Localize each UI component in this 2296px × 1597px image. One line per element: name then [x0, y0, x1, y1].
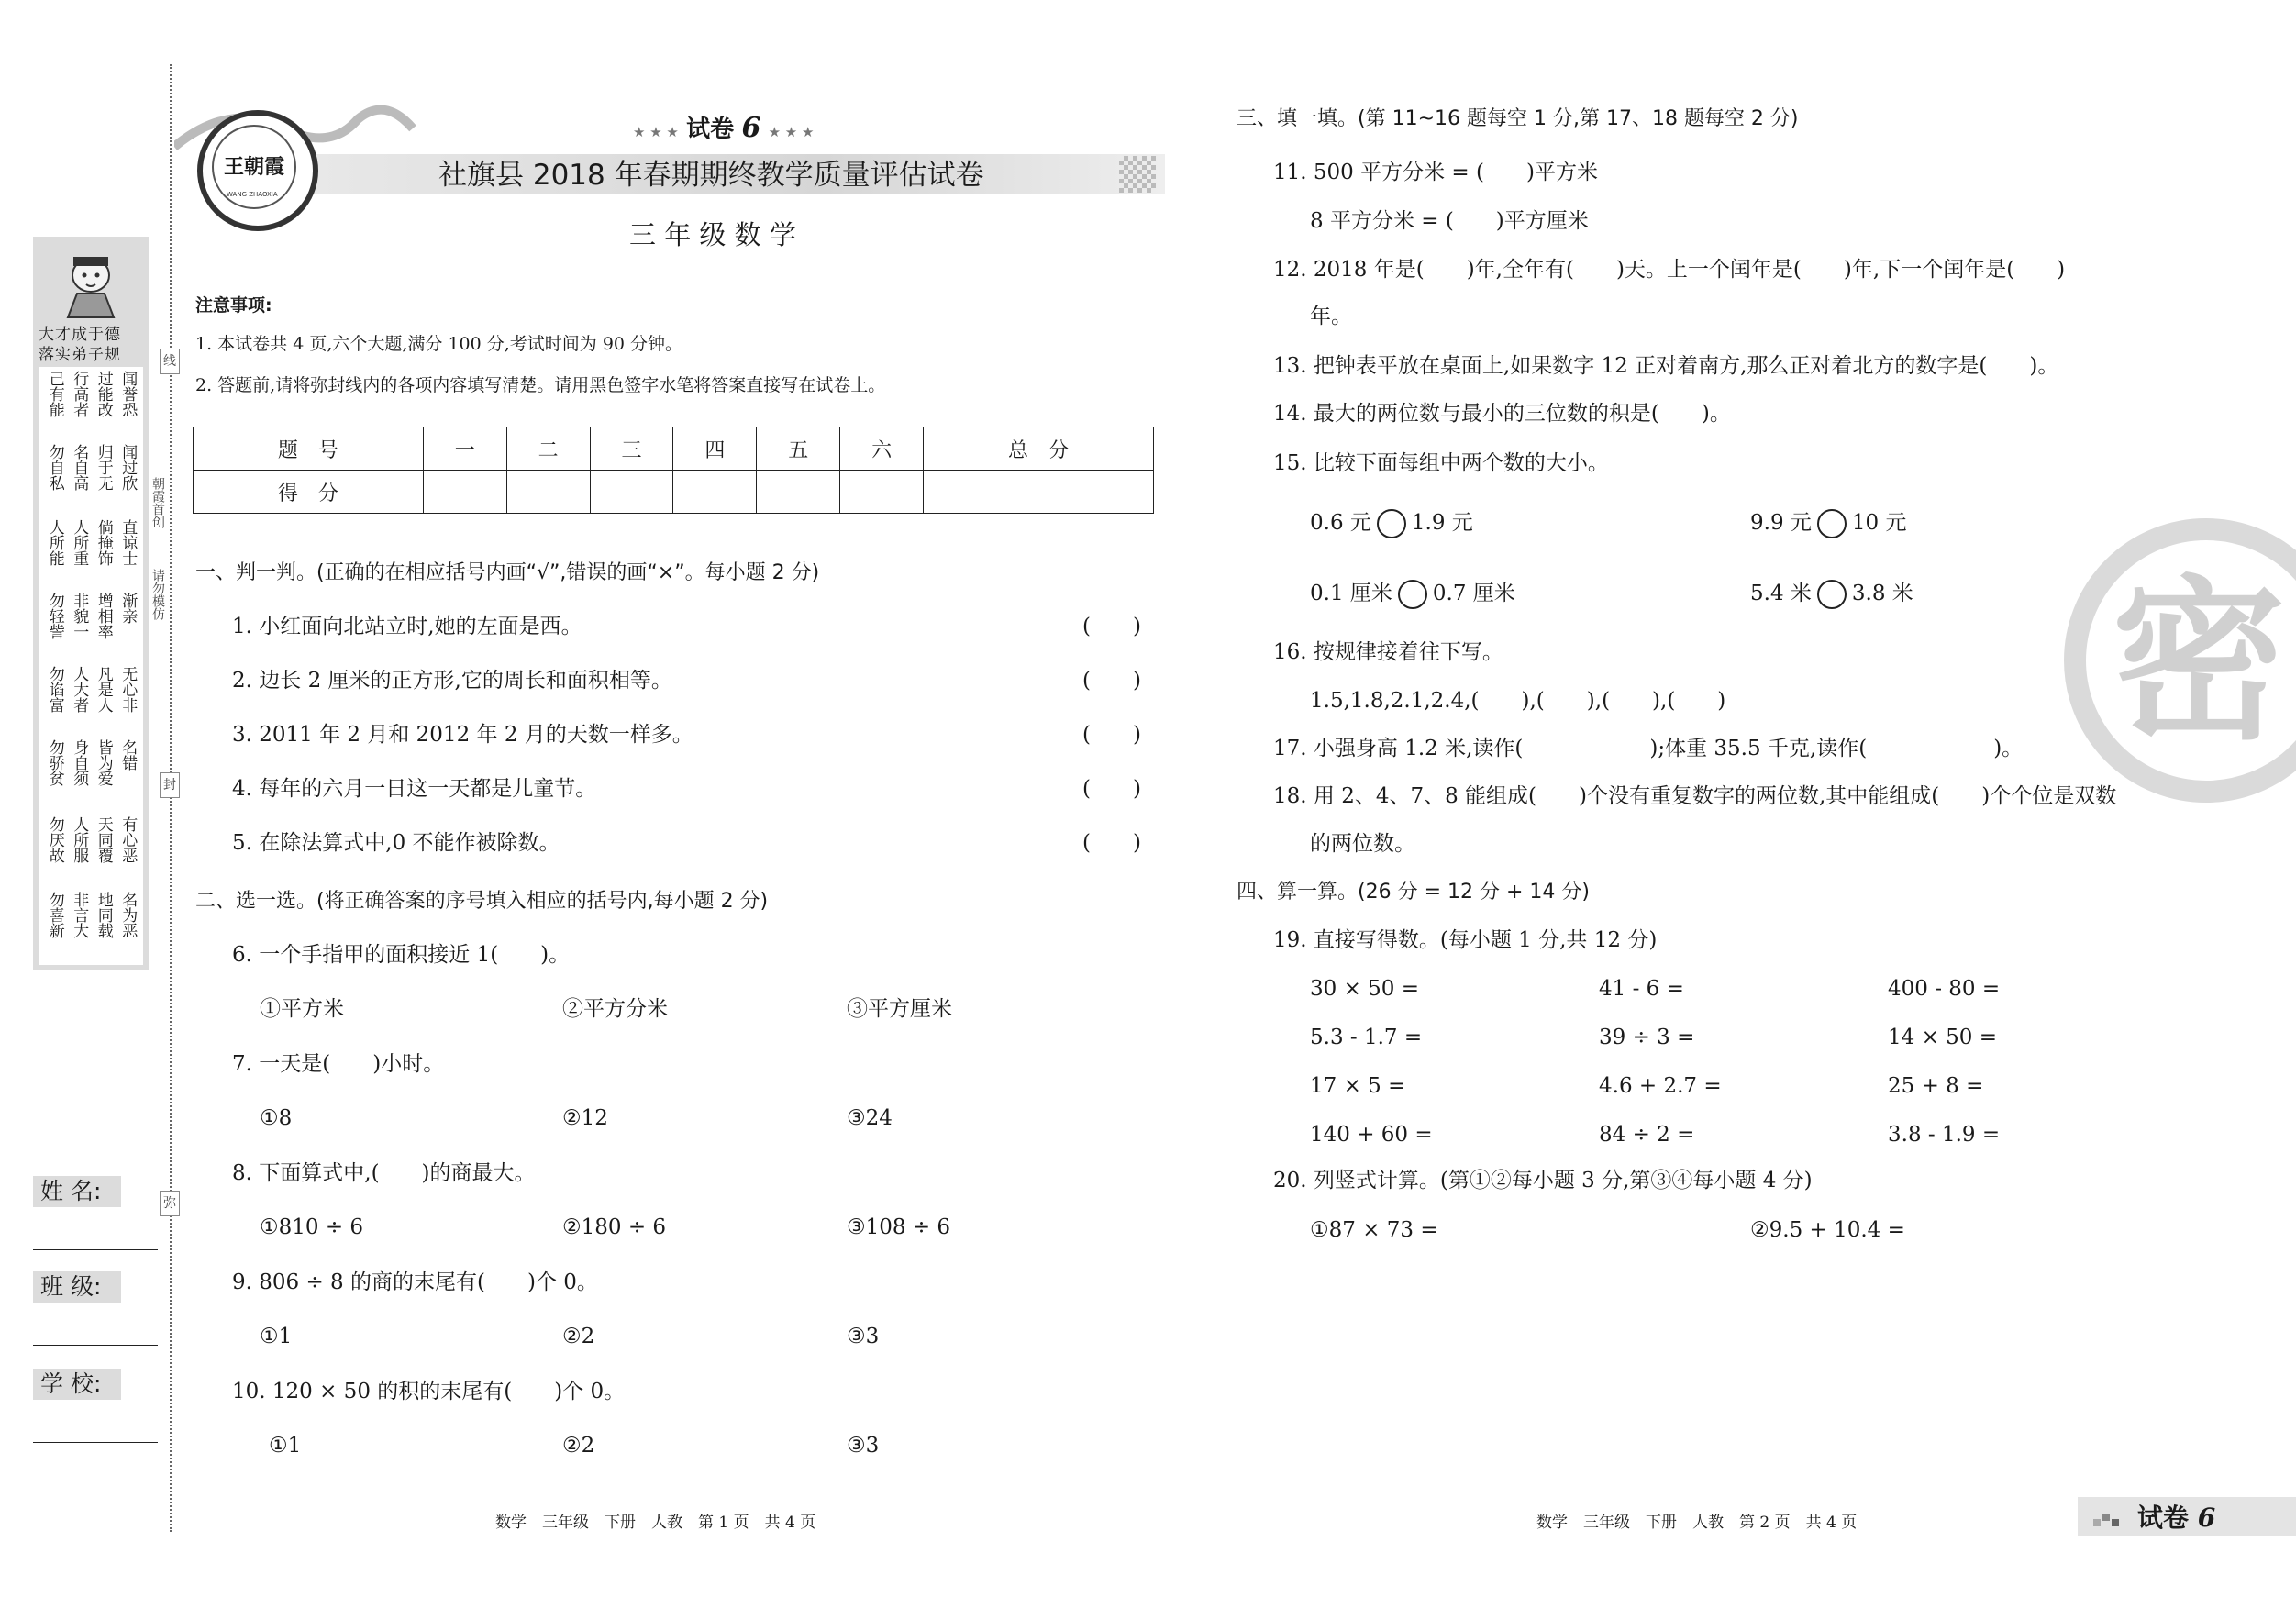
motto-column: 闻过欣: [118, 444, 138, 491]
name-field[interactable]: [33, 1249, 158, 1250]
motto-column: 勿骄贫: [45, 739, 64, 786]
class-label: 班 级:: [33, 1271, 121, 1303]
choice-option[interactable]: ②12: [562, 1106, 608, 1130]
motto-column: 非貌一: [70, 593, 89, 639]
motto-group: [42, 444, 139, 508]
motto-column: 人所服: [70, 816, 89, 863]
paper-label: 试卷: [686, 116, 735, 143]
oral-calc: 84 ÷ 2 =: [1599, 1123, 1695, 1147]
motto-bottom: 落实弟子规: [39, 346, 121, 364]
motto-group: [42, 371, 139, 435]
motto-group: [42, 593, 139, 657]
notes-item-1: 1. 本试卷共 4 页,六个大题,满分 100 分,考试时间为 90 分钟。: [195, 334, 683, 354]
score-cell[interactable]: [423, 471, 506, 514]
score-cell[interactable]: [673, 471, 757, 514]
motto-column: 勿自私: [45, 444, 64, 491]
motto-column: 人所重: [70, 519, 89, 566]
choice-option[interactable]: ②2: [562, 1325, 595, 1348]
motto-column: 人大者: [70, 666, 89, 713]
compare-a: 9.9 元: [1750, 511, 1812, 535]
name-label: 姓 名:: [33, 1176, 121, 1207]
s3-line: 11. 500 平方分米 = ( )平方米: [1273, 161, 1598, 184]
binding-seal-char: 封: [160, 772, 180, 798]
q20-text: 20. 列竖式计算。(第①②每小题 3 分,第③④每小题 4 分): [1273, 1169, 1813, 1192]
motto-column: 名错: [118, 739, 138, 771]
s3-line: 14. 最大的两位数与最小的三位数的积是( )。: [1273, 402, 1731, 426]
score-table-score-row: [194, 471, 1154, 514]
notes-heading: 注意事项:: [195, 295, 272, 316]
motto-column: 无心非: [118, 666, 138, 713]
choice-option[interactable]: ③24: [847, 1106, 893, 1130]
compare-b: 0.7 厘米: [1432, 582, 1515, 605]
section1-title: 一、判一判。(正确的在相应括号内画“√”,错误的画“×”。每小题 2 分): [195, 561, 820, 584]
judge-item: 2. 边长 2 厘米的正方形,它的周长和面积相等。: [232, 669, 672, 693]
judge-item: 3. 2011 年 2 月和 2012 年 2 月的天数一样多。: [232, 723, 693, 747]
judge-item: 5. 在除法算式中,0 不能作被除数。: [232, 831, 560, 855]
score-cell[interactable]: [840, 471, 924, 514]
compare-a: 5.4 米: [1750, 582, 1812, 605]
binding-note-1: 朝霞首创: [150, 477, 165, 528]
oral-calc: 4.6 + 2.7 =: [1599, 1074, 1722, 1098]
compare-item: [1310, 509, 1473, 538]
s3-line: 年。: [1310, 305, 1352, 328]
compare-b: 10 元: [1851, 511, 1907, 535]
choice-option[interactable]: ①810 ÷ 6: [260, 1215, 364, 1239]
brand-logo: [197, 110, 318, 231]
motto-column: 皆为爱: [94, 739, 113, 786]
score-cell[interactable]: [757, 471, 840, 514]
answer-paren[interactable]: ( ): [1082, 777, 1141, 801]
motto-column: 行高者: [70, 371, 89, 417]
answer-paren[interactable]: ( ): [1082, 831, 1141, 855]
motto-column: 有心恶: [118, 816, 138, 863]
motto-column: 增相率: [94, 593, 113, 639]
s3-line: 的两位数。: [1310, 832, 1415, 856]
compare-circle[interactable]: [1817, 509, 1847, 538]
motto-column: 身自须: [70, 739, 89, 786]
motto-column: 勿轻訾: [45, 593, 64, 639]
stars-right: ★ ★ ★: [768, 124, 815, 140]
motto-group: [42, 519, 139, 583]
s3-line: 1.5,1.8,2.1,2.4,( ),( ),( ),( ): [1310, 689, 1726, 713]
compare-b: 3.8 米: [1851, 582, 1913, 605]
motto-column: 渐亲: [118, 593, 138, 624]
choice-question: 6. 一个手指甲的面积接近 1( )。: [232, 943, 571, 967]
choice-option[interactable]: ②180 ÷ 6: [562, 1215, 667, 1239]
oral-calc: 30 × 50 =: [1310, 977, 1420, 1001]
motto-column: 名自高: [70, 444, 89, 491]
motto-group: [42, 666, 139, 730]
s3-line: 17. 小强身高 1.2 米,读作( );体重 35.5 千克,读作( )。: [1273, 737, 2024, 760]
score-header-cell: 总 分: [924, 427, 1154, 471]
mascot-image: [51, 246, 130, 319]
motto-column: 过能改: [94, 371, 113, 417]
tag-label: 试卷: [2137, 1503, 2190, 1533]
choice-question: 9. 806 ÷ 8 的商的末尾有( )个 0。: [232, 1270, 598, 1294]
choice-question: 7. 一天是( )小时。: [232, 1052, 445, 1076]
class-field[interactable]: [33, 1345, 158, 1346]
answer-paren[interactable]: ( ): [1082, 615, 1141, 638]
oral-calc: 14 × 50 =: [1888, 1026, 1998, 1049]
choice-option[interactable]: ③3: [847, 1434, 880, 1458]
compare-item: [1750, 509, 1906, 538]
tag-text: [2137, 1503, 2215, 1534]
motto-column: 己有能: [45, 371, 64, 417]
s3-line: 8 平方分米 = ( )平方厘米: [1310, 209, 1589, 233]
school-label: 学 校:: [33, 1369, 121, 1400]
binding-mi-char: 弥: [160, 1191, 180, 1216]
choice-option[interactable]: ①1: [269, 1434, 302, 1458]
score-header-cell: 六: [840, 427, 924, 471]
score-cell[interactable]: [506, 471, 590, 514]
notes-item-2: 2. 答题前,请将弥封线内的各项内容填写清楚。请用黑色签字水笔将答案直接写在试卷上。: [195, 375, 886, 395]
watermark-seal: [2064, 518, 2296, 803]
judge-item: 4. 每年的六月一日这一天都是儿童节。: [232, 777, 597, 801]
answer-paren[interactable]: ( ): [1082, 723, 1141, 747]
binding-line-char: 线: [160, 349, 180, 374]
choice-option[interactable]: ③平方厘米: [847, 997, 952, 1021]
compare-circle[interactable]: [1398, 580, 1427, 609]
score-header-cell: 四: [673, 427, 757, 471]
section4-title: 四、算一算。(26 分 = 12 分 + 14 分): [1237, 881, 1590, 904]
compare-a: 0.6 元: [1310, 511, 1371, 535]
banner-pattern: [1119, 156, 1156, 193]
s3-line: 13. 把钟表平放在桌面上,如果数字 12 正对着南方,那么正对着北方的数字是( )。: [1273, 354, 2059, 378]
motto-column: 天同覆: [94, 816, 113, 863]
s3-line: 12. 2018 年是( )年,全年有( )天。上一个闰年是( )年,下一个闰年是( ): [1273, 258, 2066, 282]
score-header-cell: 二: [506, 427, 590, 471]
s3-line: 16. 按规律接着往下写。: [1273, 640, 1503, 664]
oral-calc: 39 ÷ 3 =: [1599, 1026, 1695, 1049]
score-header-cell: 三: [590, 427, 673, 471]
compare-circle[interactable]: [1377, 509, 1406, 538]
motto-column: 归于无: [94, 444, 113, 491]
oral-calc: 400 - 80 =: [1888, 977, 2001, 1001]
motto-column: 勿喜新: [45, 892, 64, 938]
score-header-cell: 一: [423, 427, 506, 471]
oral-calc: 140 + 60 =: [1310, 1123, 1433, 1147]
tag-squares: [2093, 1510, 2130, 1528]
motto-group: [42, 892, 139, 956]
choice-option[interactable]: ①平方米: [260, 997, 344, 1021]
motto-top: 大才成于德: [39, 326, 121, 344]
compare-circle[interactable]: [1817, 580, 1847, 609]
score-table-header-row: [194, 427, 1154, 471]
section3-title: 三、填一填。(第 11~16 题每空 1 分,第 17、18 题每空 2 分): [1237, 107, 1799, 130]
school-field[interactable]: [33, 1442, 158, 1443]
motto-column: 勿厌故: [45, 816, 64, 863]
page-title: 社旗县 2018 年春期期终教学质量评估试卷: [438, 159, 984, 192]
s3-line: 18. 用 2、4、7、8 能组成( )个没有重复数字的两位数,其中能组成( )个个位是双数: [1273, 784, 2117, 808]
score-row-label: 得 分: [194, 471, 424, 514]
oral-calc: 5.3 - 1.7 =: [1310, 1026, 1423, 1049]
choice-option[interactable]: ③108 ÷ 6: [847, 1215, 951, 1239]
choice-question: 10. 120 × 50 的积的末尾有( )个 0。: [232, 1380, 626, 1403]
motto-column: 勿谄富: [45, 666, 64, 713]
section2-title: 二、选一选。(将正确答案的序号填入相应的括号内,每小题 2 分): [195, 890, 769, 913]
choice-question: 8. 下面算式中,( )的商最大。: [232, 1161, 536, 1185]
subject-title: 三 年 级 数 学: [629, 219, 796, 250]
compare-a: 0.1 厘米: [1310, 582, 1392, 605]
judge-item: 1. 小红面向北站立时,她的左面是西。: [232, 615, 582, 638]
score-header-cell: 五: [757, 427, 840, 471]
q19-text: 19. 直接写得数。(每小题 1 分,共 12 分): [1273, 928, 1658, 952]
score-cell[interactable]: [924, 471, 1154, 514]
logo-text: 王朝霞: [223, 155, 284, 179]
vertical-calc-2: ②9.5 + 10.4 =: [1750, 1218, 1905, 1242]
paper-number-line: [633, 112, 815, 146]
logo-sub: WANG ZHAOXIA: [227, 191, 278, 198]
compare-item: [1310, 580, 1515, 609]
oral-calc: 3.8 - 1.9 =: [1888, 1123, 2001, 1147]
motto-group: [42, 816, 139, 881]
score-header-cell: 题 号: [194, 427, 424, 471]
motto-column: 非言大: [70, 892, 89, 938]
choice-option[interactable]: ②平方分米: [562, 997, 668, 1021]
vertical-calc-1: ①87 × 73 =: [1310, 1218, 1438, 1242]
binding-note-2: 请勿模仿: [150, 569, 165, 620]
compare-item: [1750, 580, 1913, 609]
score-table: [193, 427, 1154, 514]
choice-option[interactable]: ①8: [260, 1106, 293, 1130]
score-cell[interactable]: [590, 471, 673, 514]
binding-line: [170, 64, 172, 1532]
footer-left: 数学 三年级 下册 人教 第 1 页 共 4 页: [495, 1514, 816, 1532]
paper-number: 6: [741, 112, 761, 144]
motto-column: 直谅士: [118, 519, 138, 566]
watermark-char: 密: [2112, 560, 2287, 763]
choice-option[interactable]: ③3: [847, 1325, 880, 1348]
motto-column: 闻誉恐: [118, 371, 138, 417]
tag-number: 6: [2197, 1503, 2216, 1533]
motto-column: 倘掩饰: [94, 519, 113, 566]
stars-left: ★ ★ ★: [633, 124, 679, 140]
s3-line: 15. 比较下面每组中两个数的大小。: [1273, 451, 1609, 475]
motto-column: 名为恶: [118, 892, 138, 938]
motto-column: 人所能: [45, 519, 64, 566]
choice-option[interactable]: ②2: [562, 1434, 595, 1458]
oral-calc: 41 - 6 =: [1599, 977, 1684, 1001]
motto-group: [42, 739, 139, 804]
motto-column: 地同载: [94, 892, 113, 938]
oral-calc: 25 + 8 =: [1888, 1074, 1984, 1098]
oral-calc: 17 × 5 =: [1310, 1074, 1406, 1098]
motto-column: 凡是人: [94, 666, 113, 713]
choice-option[interactable]: ①1: [260, 1325, 293, 1348]
answer-paren[interactable]: ( ): [1082, 669, 1141, 693]
footer-right: 数学 三年级 下册 人教 第 2 页 共 4 页: [1536, 1514, 1858, 1532]
compare-b: 1.9 元: [1411, 511, 1473, 535]
